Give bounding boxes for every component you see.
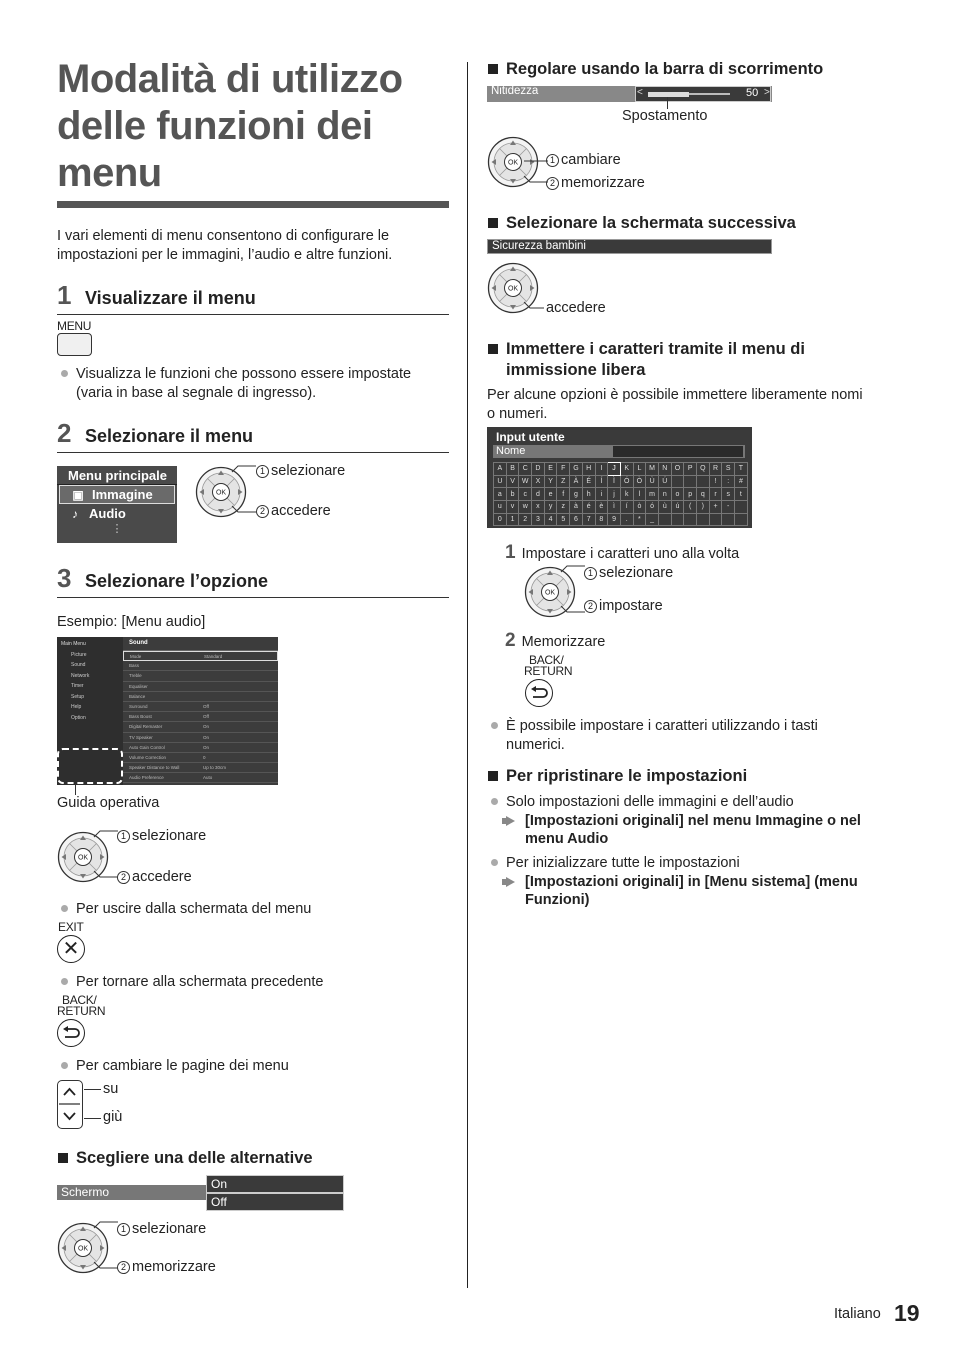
slider-field-label: Nitidezza [491,85,539,97]
key[interactable]: Z [557,475,570,488]
key[interactable] [709,513,722,526]
up-callout-line [84,1089,101,1090]
key[interactable]: i [595,488,608,501]
key[interactable]: F [557,463,570,476]
svg-text:OK: OK [77,1245,89,1253]
option-off[interactable]: Off [206,1193,344,1211]
key[interactable]: A [494,463,507,476]
key[interactable]: c [519,488,532,501]
step-number: 2 [505,630,516,651]
key[interactable]: R [709,463,722,476]
key[interactable]: í [620,501,633,514]
menu-item-label: Audio [89,506,126,521]
enter-label: 2 accedere [117,869,192,885]
sound-menu-row[interactable] [123,773,278,783]
step-title: Selezionare l’opzione [85,571,269,591]
back-button-label-1: BACK/ [62,993,97,1007]
select-label: 1 selezionare [117,828,206,844]
step-number: 2 [57,418,72,448]
row-value: 0 [203,754,206,760]
key[interactable]: 4 [544,513,557,526]
key[interactable]: k [620,488,633,501]
row-label: Mode [130,653,142,659]
key[interactable]: 9 [608,513,621,526]
key[interactable]: r [709,488,722,501]
key[interactable]: è [595,501,608,514]
key[interactable]: P [684,463,697,476]
key[interactable]: w [519,501,532,514]
key[interactable]: E [544,463,557,476]
slider-right-arrow: > [764,87,770,98]
select-label: 1 selezionare [256,463,345,479]
keyboard-title: Input utente [496,430,565,444]
input-keyboard-panel [487,427,752,528]
row-label: Treble [129,673,142,679]
key[interactable] [735,513,748,526]
row-label: Volume Correction [129,754,167,760]
key[interactable]: * [633,513,646,526]
sound-menu-row[interactable] [123,661,278,671]
key[interactable]: G [570,463,583,476]
back-bullet: Per tornare alla schermata precedente [57,973,323,992]
sound-menu-row[interactable] [123,743,278,753]
row-value: Standard [204,653,223,659]
key[interactable]: 3 [532,513,545,526]
key[interactable]: # [735,475,748,488]
row-value: On [203,724,210,730]
input-step-1 [505,542,739,564]
sidebar-item: Network [71,672,90,679]
sound-menu-row[interactable] [123,712,278,722]
slider-value: 50 [746,87,759,99]
key[interactable] [722,513,735,526]
row-label: Balance [129,693,146,699]
key[interactable] [671,513,684,526]
key[interactable]: t [735,488,748,501]
key[interactable]: ù [658,501,671,514]
key[interactable]: V [506,475,519,488]
key[interactable]: ó [646,501,659,514]
menu-item-label: Immagine [92,487,153,502]
input-step-2 [505,630,605,652]
menu-button-label: MENU [57,319,92,333]
sound-menu-content [123,637,278,785]
key[interactable]: S [722,463,735,476]
key[interactable]: 1 [506,513,519,526]
slider-fill [648,92,689,97]
key[interactable]: Y [544,475,557,488]
store-label: 2 memorizzare [546,175,645,191]
step-text: Impostare i caratteri uno alla volta [521,546,740,562]
key[interactable]: m [646,488,659,501]
down-callout-line [84,1118,101,1119]
sidebar-item: Setup [71,693,85,700]
reset-heading: Per ripristinare le impostazioni [487,766,747,787]
sound-menu-row[interactable] [123,692,278,702]
key[interactable]: l [633,488,646,501]
key[interactable]: b [506,488,519,501]
footer-language: Italiano [834,1306,881,1322]
select-label: 1 selezionare [584,565,673,581]
sound-menu-row[interactable] [123,671,278,681]
more-indicator: ⋮ [111,523,123,535]
key[interactable]: ì [608,501,621,514]
key[interactable]: o [671,488,684,501]
chevron-up-down-icon [58,1081,81,1127]
down-label: giù [103,1109,123,1125]
row-label: Surround [129,704,148,710]
slider-heading: Regolare usando la barra di scorrimento [487,59,823,80]
sound-menu-row[interactable] [123,733,278,743]
free-input-heading: Immettere i caratteri tramite il menu di immissione libera [487,339,867,381]
key[interactable]: N [658,463,671,476]
column-divider [467,62,468,1288]
svg-text:OK: OK [507,285,519,293]
back-button-label-1: BACK/ [529,653,564,667]
key[interactable]: W [519,475,532,488]
key[interactable]: y [544,501,557,514]
reset-ref-1: [Impostazioni originali] nel menu Immagine o nel menu Audio [506,812,866,848]
key[interactable]: : [722,475,735,488]
title-underline [57,201,449,208]
sound-menu-row[interactable] [123,702,278,712]
sound-menu-row[interactable] [123,651,278,661]
key[interactable]: O [671,463,684,476]
row-value: Off [203,704,209,710]
back-button-label-2: RETURN [57,1004,106,1018]
key[interactable]: L [633,463,646,476]
slider-track[interactable] [635,86,771,102]
row-label: Bass [129,663,140,669]
row-value: Off [203,714,209,720]
main-menu-header: Menu principale [57,466,177,485]
numeric-keys-bullet: È possibile impostare i caratteri utilizzando i tasti numerici. [487,717,862,755]
key[interactable]: h [582,488,595,501]
key[interactable] [684,475,697,488]
sound-menu-row[interactable] [123,753,278,763]
sidebar-item: Option [71,714,86,721]
svg-text:OK: OK [507,159,519,167]
sound-menu-row[interactable] [123,682,278,692]
back-return-button[interactable] [57,1019,85,1047]
menu-item-audio[interactable] [57,504,177,523]
page-number: 19 [894,1300,920,1326]
change-label: 1 cambiare [546,152,621,168]
key[interactable]: K [620,463,633,476]
sidebar-title: Main Menu [61,641,86,647]
key[interactable]: _ [646,513,659,526]
key[interactable]: z [557,501,570,514]
key[interactable]: 6 [570,513,583,526]
key[interactable]: ) [697,501,710,514]
music-note-icon: ♪ [72,506,78,521]
key[interactable]: - [722,501,735,514]
keyboard-grid [493,462,748,526]
set-label: 2 impostare [584,598,663,614]
enter-label: 2 accedere [256,503,331,519]
page-title: Modalità di utilizzo delle funzioni dei menu [57,57,403,195]
sound-menu-title: Sound [123,637,278,651]
intro-text: I vari elementi di menu consentono di configurare le impostazioni per le immagini, l’audio e altre funzioni. [57,228,393,263]
key[interactable] [735,501,748,514]
key[interactable]: x [532,501,545,514]
key[interactable]: + [709,501,722,514]
back-button-label-2: RETURN [524,664,573,678]
key[interactable]: e [544,488,557,501]
option-field: Schermo [57,1185,206,1200]
key[interactable]: . [620,513,633,526]
sidebar-item: Timer [71,683,84,689]
key[interactable]: Ù [646,475,659,488]
key[interactable]: T [735,463,748,476]
row-label: Speaker Distance to Wall [129,765,180,771]
key[interactable]: H [582,463,595,476]
key[interactable]: 0 [494,513,507,526]
key[interactable]: C [519,463,532,476]
key[interactable] [697,513,710,526]
key[interactable]: I [595,463,608,476]
select-label: 1 selezionare [117,1221,206,1237]
sound-menu-row[interactable] [123,722,278,732]
key[interactable]: 7 [582,513,595,526]
key[interactable]: ( [684,501,697,514]
step-number: 3 [57,563,72,593]
key[interactable]: Í [595,475,608,488]
key[interactable]: p [684,488,697,501]
row-label: Equaliser [129,683,148,689]
row-label: Audio Preference [129,775,164,781]
slider-field [487,86,772,102]
key[interactable]: 8 [595,513,608,526]
example-label: Esempio: [Menu audio] [57,614,206,630]
sidebar-item: Sound [71,662,86,668]
key[interactable]: ! [709,475,722,488]
key[interactable]: a [494,488,507,501]
key[interactable]: U [494,475,507,488]
sidebar-item: Help [71,704,82,710]
pages-bullet: Per cambiare le pagine dei menu [57,1057,289,1076]
step-3-heading [57,563,268,594]
step-text: Memorizzare [521,634,606,650]
key[interactable]: Ò [633,475,646,488]
main-menu-panel [57,466,177,543]
store-label: 2 memorizzare [117,1259,216,1275]
key[interactable]: X [532,475,545,488]
return-arrow-icon [530,686,548,700]
key[interactable]: Q [697,463,710,476]
step-title: Visualizzare il menu [85,288,256,308]
slider-rail [648,93,730,95]
exit-button[interactable] [57,935,85,963]
guide-highlight [57,748,123,784]
key[interactable]: ú [671,501,684,514]
key[interactable]: M [646,463,659,476]
key[interactable] [671,475,684,488]
key[interactable]: D [532,463,545,476]
picture-icon: ▣ [72,487,84,502]
key[interactable]: n [658,488,671,501]
back-return-button[interactable] [525,679,553,707]
key[interactable]: é [582,501,595,514]
key[interactable]: À [570,475,583,488]
key[interactable]: Ó [620,475,633,488]
key[interactable]: B [506,463,519,476]
menu-button[interactable] [57,333,92,356]
svg-text:OK: OK [77,854,89,862]
slider-left-arrow: < [637,87,643,98]
step-1-rule [57,314,449,315]
sound-menu-row[interactable] [123,763,278,773]
alternatives-heading: Scegliere una delle alternative [57,1148,313,1169]
row-label: Auto Gain Control [129,744,165,750]
up-label: su [103,1081,119,1097]
step-2-heading [57,418,253,449]
key[interactable]: Ú [658,475,671,488]
step-1-bullet: Visualizza le funzioni che possono essere impostate (varia in base al segnale di ingresso). [57,365,449,403]
key[interactable]: u [494,501,507,514]
key[interactable]: s [722,488,735,501]
option-on[interactable]: On [206,1175,344,1193]
key[interactable]: v [506,501,519,514]
next-screen-field[interactable]: Sicurezza bambini [487,239,772,254]
reset-bullet-1: Solo impostazioni delle immagini e dell’audio [487,793,794,812]
svg-text:OK: OK [215,489,227,497]
free-input-text: Per alcune opzioni è possibile immettere liberamente nomi o numeri. [487,387,863,422]
name-label: Nome [496,445,526,457]
row-value: On [203,744,210,750]
key[interactable]: j [608,488,621,501]
row-value: Auto [203,775,213,781]
page-up-down-button[interactable] [57,1080,83,1129]
key[interactable]: Ì [608,475,621,488]
key[interactable]: 5 [557,513,570,526]
move-label: Spostamento [622,108,708,124]
guide-label: Guida operativa [57,795,160,811]
step-2-rule [57,452,449,453]
step-1-heading [57,280,256,311]
reset-bullet-2: Per inizializzare tutte le impostazioni [487,854,740,873]
key[interactable] [684,513,697,526]
step-number: 1 [505,542,516,563]
step-title: Selezionare il menu [85,426,254,446]
menu-item-immagine[interactable] [59,485,175,504]
key[interactable]: à [570,501,583,514]
reset-ref-2: [Impostazioni originali] in [Menu sistema] (menu Funzioni) [506,873,866,909]
key[interactable]: ò [633,501,646,514]
return-arrow-icon [62,1026,80,1040]
key[interactable]: g [570,488,583,501]
name-input[interactable] [613,446,743,457]
key[interactable] [658,513,671,526]
row-label: Bass Boost [129,714,152,720]
row-value: Up to 30cm [203,765,227,771]
key[interactable]: J [608,463,621,476]
row-label: TV Speaker [129,734,153,740]
next-screen-heading: Selezionare la schermata successiva [487,213,796,234]
key[interactable]: 2 [519,513,532,526]
exit-button-label: EXIT [58,920,84,934]
key[interactable]: q [697,488,710,501]
step-3-rule [57,597,449,598]
row-label: Digital Remaster [129,724,163,730]
svg-text:OK: OK [544,589,556,597]
row-value: On [203,734,210,740]
key[interactable] [697,475,710,488]
enter-label: accedere [546,300,606,316]
name-field[interactable] [493,445,745,458]
key[interactable]: f [557,488,570,501]
step-number: 1 [57,280,72,310]
key[interactable]: d [532,488,545,501]
exit-bullet: Per uscire dalla schermata del menu [57,900,311,919]
sidebar-item: Picture [71,651,87,658]
key[interactable]: É [582,475,595,488]
close-icon: ✕ [62,938,80,960]
